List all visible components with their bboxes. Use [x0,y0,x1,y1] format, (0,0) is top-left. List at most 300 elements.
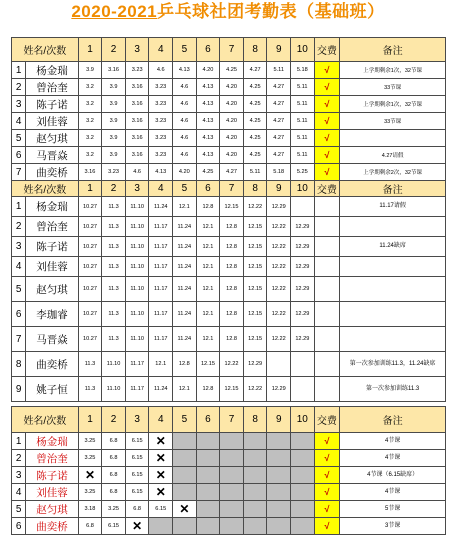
table-row [12,237,446,257]
session-date-8: 12.15 [243,327,267,352]
session-date-10 [291,377,315,402]
student-name: 陈子诺 [26,467,78,484]
header-note: 备注 [340,407,446,433]
header-note: 备注 [340,181,446,197]
session-date-5: 4.6 [173,130,197,147]
session-date-6: 4.13 [196,96,220,113]
session-date-9 [267,501,291,518]
attendance-table-1 [11,37,446,181]
header-session-5: 5 [173,181,197,197]
session-date-7 [220,433,244,450]
header-session-1: 1 [78,181,102,197]
table-row [12,79,446,96]
session-date-8: 12.22 [243,377,267,402]
session-date-10: 5.11 [291,130,315,147]
session-date-3: 3.16 [125,130,149,147]
session-date-3: 6.15 [125,450,149,467]
session-date-2: 11.3 [102,237,126,257]
header-name-cell: 姓名/次数 [12,38,79,62]
session-date-3: 6.15 [125,467,149,484]
session-date-2: 3.9 [102,96,126,113]
row-index: 8 [12,352,26,377]
session-date-5: 4.20 [173,164,197,181]
session-date-4: 3.23 [149,147,173,164]
fee-status: √ [314,450,340,467]
session-date-5 [173,433,197,450]
row-index: 3 [12,237,26,257]
header-row [12,38,446,62]
row-index: 6 [12,302,26,327]
student-name: 马晋焱 [26,147,78,164]
session-date-7: 4.20 [220,147,244,164]
session-date-5: 4.6 [173,113,197,130]
session-date-3: 3.16 [125,147,149,164]
session-date-3: 11.10 [125,327,149,352]
session-date-5: 4.6 [173,79,197,96]
session-date-6 [196,501,220,518]
session-date-3: 11.10 [125,217,149,237]
session-date-10: 5.11 [291,96,315,113]
session-date-10: 5.25 [291,164,315,181]
session-date-2: 11.10 [102,352,126,377]
row-index: 1 [12,197,26,217]
fee-status: √ [314,79,340,96]
session-date-7: 12.22 [220,352,244,377]
session-date-9: 12.22 [267,277,291,302]
session-date-2: 6.15 [102,518,126,535]
table-row [12,302,446,327]
session-date-8: 12.29 [243,352,267,377]
fee-status: √ [314,467,340,484]
table-row [12,96,446,113]
row-index: 5 [12,501,26,518]
table-row [12,164,446,181]
remark [340,217,446,237]
session-date-3: 3.16 [125,113,149,130]
session-date-7: 4.20 [220,96,244,113]
student-name: 曲奕桥 [26,164,78,181]
session-date-5: ✕ [173,501,197,518]
remark: 4.27请假 [340,147,446,164]
remark: 4节课 [340,450,446,467]
student-name: 赵匀琪 [26,130,78,147]
fee-status [314,352,340,377]
session-date-7: 12.8 [220,257,244,277]
session-date-9: 4.27 [267,147,291,164]
fee-status: √ [314,96,340,113]
student-name: 曾治奎 [26,450,78,467]
session-date-2: 3.16 [102,62,126,79]
remark: 3节课 [340,518,446,535]
fee-status: √ [314,501,340,518]
session-date-10 [291,352,315,377]
header-session-10: 10 [291,38,315,62]
session-date-1: 10.27 [78,217,102,237]
fee-status [314,237,340,257]
table-row [12,352,446,377]
session-date-9 [267,433,291,450]
fee-status: √ [314,62,340,79]
session-date-2: 3.9 [102,130,126,147]
session-date-4: 3.23 [149,130,173,147]
session-date-8 [243,484,267,501]
session-date-1: 3.2 [78,130,102,147]
fee-status [314,257,340,277]
table-row [12,501,446,518]
session-date-1: 3.9 [78,62,102,79]
session-date-3: 4.6 [125,164,149,181]
remark: 第一次参加训练11.3，11.24缺席 [340,352,446,377]
session-date-4: 11.17 [149,302,173,327]
session-date-10: 12.29 [291,237,315,257]
session-date-8: 4.25 [243,130,267,147]
session-date-8: 4.25 [243,96,267,113]
session-date-6 [196,467,220,484]
header-session-8: 8 [243,38,267,62]
session-date-2: 11.3 [102,277,126,302]
session-date-6: 4.13 [196,130,220,147]
session-date-2: 6.8 [102,467,126,484]
session-date-1: 11.3 [78,352,102,377]
session-date-1: 3.25 [78,433,102,450]
session-date-3: 3.23 [125,62,149,79]
session-date-2: 3.9 [102,79,126,96]
header-session-9: 9 [267,38,291,62]
session-date-5: 12.1 [173,197,197,217]
fee-status: √ [314,147,340,164]
session-date-5: 4.6 [173,96,197,113]
row-index: 7 [12,164,26,181]
remark: 4节课（6.15缺席） [340,467,446,484]
student-name: 李珈睿 [26,302,78,327]
row-index: 5 [12,277,26,302]
session-date-1: 10.27 [78,277,102,302]
table-row [12,257,446,277]
table-row [12,433,446,450]
student-name: 曾治奎 [26,79,78,96]
student-name: 陈子诺 [26,96,78,113]
remark: 上学期剩余1次，32节课 [340,62,446,79]
session-date-4: 11.17 [149,257,173,277]
header-session-7: 7 [220,181,244,197]
session-date-2: 3.25 [102,501,126,518]
session-date-6 [196,450,220,467]
session-date-7: 12.8 [220,327,244,352]
session-date-3: 11.10 [125,197,149,217]
session-date-8: 12.15 [243,257,267,277]
session-date-4: 12.1 [149,352,173,377]
header-fee: 交费 [314,407,340,433]
session-date-7: 4.20 [220,79,244,96]
session-date-9: 12.22 [267,237,291,257]
session-date-1: 3.18 [78,501,102,518]
row-index: 2 [12,79,26,96]
session-date-6: 12.1 [196,237,220,257]
remark: 5节课 [340,501,446,518]
session-date-6: 12.1 [196,217,220,237]
session-date-10 [291,518,315,535]
session-date-9: 4.27 [267,113,291,130]
session-date-10: 5.11 [291,147,315,164]
remark [340,130,446,147]
fee-status: √ [314,113,340,130]
session-date-10: 12.29 [291,277,315,302]
session-date-3: 6.15 [125,433,149,450]
session-date-1: 10.27 [78,302,102,327]
remark [340,327,446,352]
header-name-cell: 姓名/次数 [12,181,79,197]
row-index: 1 [12,433,26,450]
table-row [12,130,446,147]
remark: 11.24缺席 [340,237,446,257]
table-row [12,113,446,130]
session-date-9 [267,450,291,467]
session-date-9: 12.22 [267,327,291,352]
row-index: 3 [12,96,26,113]
session-date-9: 4.27 [267,96,291,113]
session-date-1: 6.8 [78,518,102,535]
header-session-3: 3 [125,38,149,62]
header-row [12,407,446,433]
session-date-3: 3.16 [125,79,149,96]
session-date-1: 10.27 [78,327,102,352]
session-date-5: 12.8 [173,352,197,377]
remark [340,257,446,277]
session-date-1: 3.2 [78,79,102,96]
session-date-3: 11.10 [125,302,149,327]
fee-status: √ [314,130,340,147]
fee-status: √ [314,518,340,535]
fee-status: √ [314,164,340,181]
page-title [0,0,456,26]
header-session-5: 5 [173,407,197,433]
session-date-5 [173,484,197,501]
attendance-table-2 [11,180,446,402]
student-name: 刘佳蓉 [26,484,78,501]
header-session-10: 10 [291,181,315,197]
fee-status [314,302,340,327]
session-date-8: 5.11 [243,164,267,181]
session-date-10: 12.29 [291,302,315,327]
header-session-2: 2 [102,181,126,197]
header-session-8: 8 [243,181,267,197]
session-date-6: 4.20 [196,62,220,79]
session-date-7 [220,484,244,501]
session-date-2: 6.8 [102,484,126,501]
header-session-1: 1 [78,38,102,62]
session-date-10: 12.29 [291,257,315,277]
session-date-3: 11.17 [125,377,149,402]
session-date-9: 4.27 [267,79,291,96]
header-session-3: 3 [125,181,149,197]
session-date-6 [196,433,220,450]
session-date-2: 11.10 [102,377,126,402]
table-row [12,518,446,535]
session-date-6: 4.25 [196,164,220,181]
title-text: 乒乓球社团考勤表（基础班） [157,2,385,21]
student-name: 杨金瑞 [26,197,78,217]
session-date-4: 3.23 [149,96,173,113]
row-index: 4 [12,113,26,130]
table-row [12,484,446,501]
header-session-1: 1 [78,407,102,433]
session-date-6: 12.8 [196,197,220,217]
session-date-5: 12.1 [173,377,197,402]
session-date-7: 4.25 [220,62,244,79]
session-date-4: ✕ [149,433,173,450]
table-row [12,450,446,467]
fee-status [314,377,340,402]
session-date-5: 11.24 [173,302,197,327]
session-date-6: 12.1 [196,302,220,327]
table-row [12,217,446,237]
remark [340,277,446,302]
header-session-6: 6 [196,407,220,433]
row-index: 7 [12,327,26,352]
row-index: 6 [12,518,26,535]
session-date-10: 12.29 [291,327,315,352]
session-date-5 [173,518,197,535]
session-date-4: 11.24 [149,377,173,402]
session-date-8: 12.15 [243,302,267,327]
session-date-5: 11.24 [173,327,197,352]
session-date-9: 12.22 [267,217,291,237]
session-date-8: 4.25 [243,147,267,164]
session-date-2: 3.9 [102,113,126,130]
row-index: 4 [12,257,26,277]
session-date-9: 12.22 [267,257,291,277]
session-date-5: 11.24 [173,237,197,257]
row-index: 1 [12,62,26,79]
session-date-8: 12.15 [243,277,267,302]
student-name: 赵匀琪 [26,277,78,302]
row-index: 6 [12,147,26,164]
session-date-5 [173,450,197,467]
session-date-5: 11.24 [173,257,197,277]
student-name: 马晋焱 [26,327,78,352]
header-row [12,181,446,197]
header-session-9: 9 [267,181,291,197]
student-name: 曲奕桥 [26,518,78,535]
session-date-2: 3.9 [102,147,126,164]
student-name: 姚子恒 [26,377,78,402]
session-date-8: 4.25 [243,79,267,96]
header-session-9: 9 [267,407,291,433]
session-date-10: 5.11 [291,113,315,130]
session-date-8: 12.15 [243,217,267,237]
session-date-3: 11.17 [125,352,149,377]
session-date-7: 12.8 [220,302,244,327]
table-row [12,277,446,302]
session-date-1: 11.3 [78,377,102,402]
session-date-2: 6.8 [102,450,126,467]
fee-status [314,327,340,352]
header-session-4: 4 [149,181,173,197]
session-date-1: 3.2 [78,147,102,164]
remark: 上学期剩余2次，32节课 [340,164,446,181]
session-date-7: 12.8 [220,217,244,237]
session-date-9: 5.18 [267,164,291,181]
session-date-6: 12.8 [196,377,220,402]
session-date-8 [243,467,267,484]
session-date-7 [220,450,244,467]
remark [340,302,446,327]
session-date-4: ✕ [149,467,173,484]
header-session-2: 2 [102,38,126,62]
session-date-1: 3.25 [78,450,102,467]
session-date-7: 4.20 [220,130,244,147]
session-date-4: 11.17 [149,217,173,237]
fee-status: √ [314,484,340,501]
session-date-9 [267,467,291,484]
session-date-8: 4.27 [243,62,267,79]
session-date-3: 11.10 [125,257,149,277]
session-date-2: 3.23 [102,164,126,181]
header-session-4: 4 [149,407,173,433]
row-index: 9 [12,377,26,402]
session-date-9: 12.29 [267,377,291,402]
header-fee: 交费 [314,181,340,197]
header-fee: 交费 [314,38,340,62]
fee-status: √ [314,433,340,450]
session-date-4 [149,518,173,535]
header-session-2: 2 [102,407,126,433]
session-date-1: 10.27 [78,237,102,257]
header-session-5: 5 [173,38,197,62]
session-date-5: 4.13 [173,62,197,79]
session-date-4: 6.15 [149,501,173,518]
header-session-10: 10 [291,407,315,433]
session-date-7 [220,501,244,518]
session-date-10 [291,197,315,217]
table-row [12,147,446,164]
session-date-2: 11.3 [102,197,126,217]
student-name: 杨金瑞 [26,62,78,79]
session-date-3: 6.8 [125,501,149,518]
row-index: 4 [12,484,26,501]
session-date-7 [220,518,244,535]
session-date-9: 4.27 [267,130,291,147]
student-name: 陈子诺 [26,237,78,257]
session-date-4: 4.13 [149,164,173,181]
session-date-5: 4.6 [173,147,197,164]
session-date-2: 6.8 [102,433,126,450]
attendance-table-3 [11,406,446,535]
header-session-4: 4 [149,38,173,62]
row-index: 5 [12,130,26,147]
session-date-10: 5.11 [291,79,315,96]
session-date-6: 4.13 [196,147,220,164]
student-name: 杨金瑞 [26,433,78,450]
table-row [12,377,446,402]
session-date-9 [267,484,291,501]
session-date-7: 12.8 [220,277,244,302]
session-date-9: 12.29 [267,197,291,217]
session-date-7: 4.27 [220,164,244,181]
session-date-9 [267,352,291,377]
session-date-2: 11.3 [102,327,126,352]
fee-status [314,277,340,302]
session-date-10 [291,467,315,484]
session-date-1: 3.2 [78,96,102,113]
session-date-7: 12.8 [220,237,244,257]
session-date-10: 5.18 [291,62,315,79]
fee-status [314,217,340,237]
session-date-8: 12.15 [243,237,267,257]
fee-status [314,197,340,217]
title-year: 2020-2021 [71,2,158,21]
student-name: 曲奕桥 [26,352,78,377]
